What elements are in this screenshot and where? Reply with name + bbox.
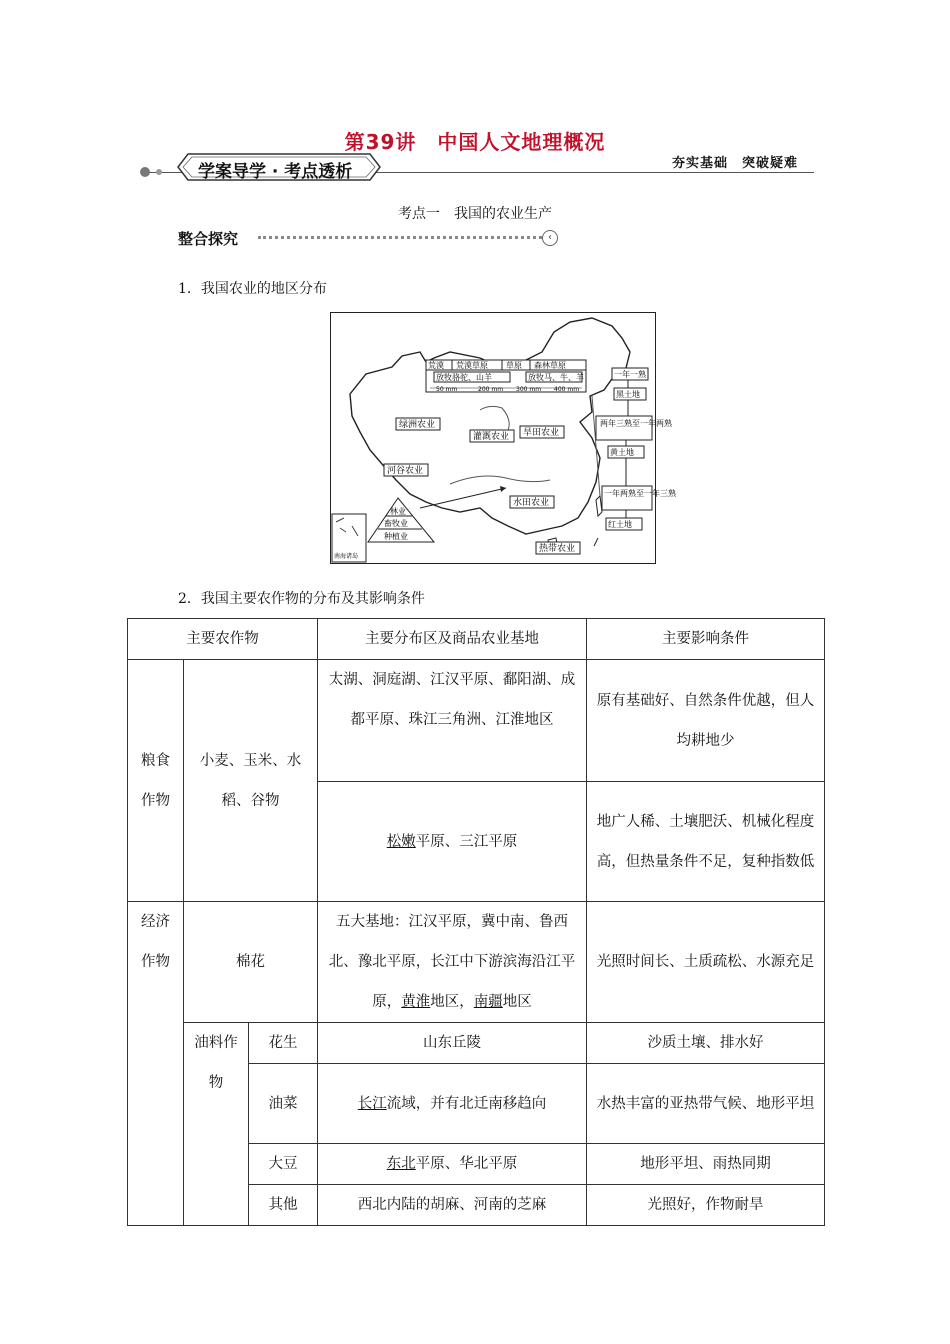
zone-label: 草原 (506, 361, 522, 370)
header-area: 主要分布区及商品农业基地 (318, 619, 587, 660)
area-text: 地区 (502, 994, 532, 1010)
header-crop: 主要农作物 (128, 619, 318, 660)
precip-label: 400 mm (554, 386, 580, 393)
crop-name: 花生 (249, 1023, 318, 1064)
cropping-label: 一年两熟至一年三熟 (604, 489, 676, 498)
area-text: 流域，并有北迁南移趋向 (386, 1095, 547, 1112)
region-label: 热带农业 (539, 544, 576, 554)
area-text: 平原、三江平原 (415, 833, 518, 850)
crop-area: 山东丘陵 (318, 1023, 587, 1064)
underlined-term: 黄淮 (401, 994, 431, 1010)
grain-cond-1: 原有基础好、自然条件优越，但人均耕地少 (587, 660, 825, 782)
region-label: 灌溉农业 (473, 432, 510, 442)
underlined-term: 东北 (386, 1156, 416, 1172)
oil-category: 油料作物 (184, 1023, 249, 1226)
region-label: 绿洲农业 (399, 420, 436, 430)
zone-label: 荒漠草原 (456, 361, 488, 370)
slogan: 夯实基础 突破疑难 (672, 156, 799, 171)
soil-label: 黑土地 (616, 390, 640, 399)
area-text: 平原、华北平原 (415, 1156, 518, 1172)
pyramid-label: 种植业 (384, 532, 408, 541)
section-label: 整合探究 (178, 230, 239, 248)
soil-label: 红土地 (608, 520, 632, 529)
crop-name: 其他 (249, 1185, 318, 1226)
chevron-left-icon: ‹ (542, 230, 558, 246)
crop-cond: 水热丰富的亚热带气候、地形平坦 (587, 1064, 825, 1144)
area-text: 地区， (430, 994, 474, 1010)
section-1-heading: 1．我国农业的地区分布 (178, 281, 327, 297)
grain-crops: 小麦、玉米、水稻、谷物 (184, 660, 318, 902)
table-header-row (128, 619, 825, 660)
header-conditions: 主要影响条件 (587, 619, 825, 660)
crop-table (127, 618, 825, 1226)
crop-cond: 地形平坦、雨热同期 (587, 1144, 825, 1185)
crop-cond: 沙质土壤、排水好 (587, 1023, 825, 1064)
cotton-area (318, 902, 587, 1023)
section-2-heading: 2．我国主要农作物的分布及其影响条件 (178, 591, 425, 607)
grain-area-2 (318, 782, 587, 902)
banner-title: 学案导学 · 考点透析 (198, 162, 353, 182)
region-label: 水田农业 (513, 498, 550, 508)
underlined-term: 松嫩 (386, 833, 416, 850)
grain-cond-2: 地广人稀、土壤肥沃、机械化程度高，但热量条件不足，复种指数低 (587, 782, 825, 902)
header-dot-small (156, 169, 162, 175)
page-title: 第39讲 中国人文地理概况 (344, 130, 606, 154)
cropping-label: 一年一熟 (614, 370, 646, 379)
crop-area (318, 1144, 587, 1185)
underlined-term: 长江 (357, 1095, 387, 1112)
precip-label: 300 mm (516, 386, 542, 393)
precip-label: 200 mm (478, 386, 504, 393)
topic-heading: 考点一 我国的农业生产 (398, 206, 552, 222)
region-label: 河谷农业 (387, 466, 424, 476)
pyramid-label: 林业 (390, 507, 406, 516)
herd-label: 放牧马、牛、羊 (528, 373, 584, 382)
header-dot (140, 167, 150, 177)
crop-area: 西北内陆的胡麻、河南的芝麻 (318, 1185, 587, 1226)
soil-label: 黄土地 (610, 448, 634, 457)
zone-label: 荒漠 (428, 361, 444, 370)
cropping-label: 两年三熟至一年两熟 (600, 419, 672, 428)
crop-name: 大豆 (249, 1144, 318, 1185)
inset-label: 南海诸岛 (334, 553, 359, 560)
grain-area-1: 太湖、洞庭湖、江汉平原、鄱阳湖、成都平原、珠江三角洲、江淮地区 (318, 660, 587, 782)
econ-category: 经济作物 (128, 902, 184, 1226)
region-label: 旱田农业 (523, 428, 560, 438)
table-row (128, 660, 825, 782)
crop-cond: 光照好，作物耐旱 (587, 1185, 825, 1226)
crop-area (318, 1064, 587, 1144)
herd-label: 放牧骆驼、山羊 (436, 373, 492, 382)
precip-label: 50 mm (436, 386, 458, 393)
pyramid-label: 畜牧业 (384, 519, 408, 528)
table-row (128, 902, 825, 1023)
crop-name: 油菜 (249, 1064, 318, 1144)
agriculture-map (330, 312, 676, 564)
zone-label: 森林草原 (534, 361, 566, 370)
grain-category: 粮食作物 (128, 660, 184, 902)
underlined-term: 南疆 (473, 994, 503, 1010)
cotton-name: 棉花 (184, 902, 318, 1023)
cotton-cond: 光照时间长、土质疏松、水源充足 (587, 902, 825, 1023)
table-row (128, 1023, 825, 1064)
dotted-divider (258, 236, 542, 239)
area-text: 五大基地：江汉平原，冀中南、鲁西北、豫北平原，长江中下游滨海沿江平原， (328, 914, 576, 1010)
